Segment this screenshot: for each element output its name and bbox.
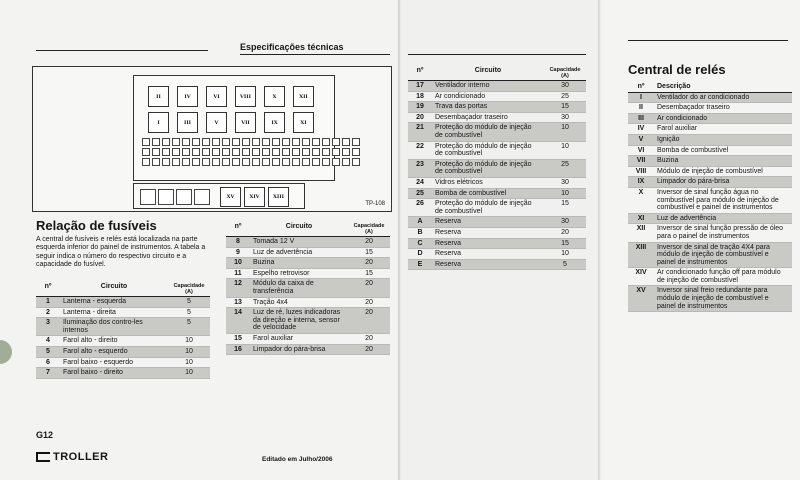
table-row	[408, 159, 586, 177]
relay-slot: III	[177, 112, 198, 133]
fuse-circuit: Vidros elétricos	[432, 177, 544, 188]
fuse-slot	[222, 158, 230, 166]
fuse-slot	[312, 148, 320, 156]
relay-slot: I	[148, 112, 169, 133]
table-row	[408, 227, 586, 238]
fuse-slot	[272, 148, 280, 156]
fuse-circuit: Reserva	[432, 259, 544, 270]
table-row	[226, 308, 390, 334]
fuse-number: 15	[226, 333, 250, 344]
fuse-slot	[332, 148, 340, 156]
page-crease-right	[598, 0, 601, 480]
fuse-capacity: 10	[544, 141, 586, 159]
brand-logo	[36, 451, 108, 463]
relay-number: IV	[628, 124, 654, 135]
relay-table	[628, 82, 792, 312]
fuse-number: 6	[36, 357, 60, 368]
relay-slot: XI	[293, 112, 314, 133]
table-row	[226, 333, 390, 344]
fuse-capacity: 15	[348, 268, 390, 279]
fuse-number: 7	[36, 368, 60, 379]
fuse-slot	[202, 138, 210, 146]
col-circuit: Circuito	[250, 222, 348, 237]
fuse-capacity: 20	[544, 227, 586, 238]
fuse-capacity: 30	[544, 81, 586, 92]
fuse-slot	[282, 148, 290, 156]
fuse-capacity: 20	[348, 344, 390, 355]
table-row	[628, 145, 792, 156]
header-rule-left	[36, 50, 208, 51]
fuse-circuit: Farol baixo - esquerdo	[60, 357, 168, 368]
fuses-title: Relação de fusíveis	[36, 218, 157, 233]
fuse-capacity: 5	[168, 297, 210, 308]
fuse-circuit: Farol auxiliar	[250, 333, 348, 344]
fuse-slot	[162, 138, 170, 146]
fuse-number: 16	[226, 344, 250, 355]
fuse-number: 12	[226, 279, 250, 297]
relay-number: VI	[628, 145, 654, 156]
fuse-number: 23	[408, 159, 432, 177]
relay-slot: XII	[293, 86, 314, 107]
fuse-number: 10	[226, 258, 250, 269]
fuse-slot	[232, 138, 240, 146]
fuse-slot	[212, 148, 220, 156]
fuse-box-body	[133, 75, 335, 181]
table-row	[36, 307, 210, 318]
page-crease	[398, 0, 401, 480]
relay-number: XII	[628, 224, 654, 242]
fuse-slot	[282, 158, 290, 166]
relay-number: VIII	[628, 166, 654, 177]
fuse-capacity: 25	[544, 91, 586, 102]
fuse-slot	[292, 158, 300, 166]
table-row	[408, 238, 586, 249]
fuse-circuit: Reserva	[432, 238, 544, 249]
relay-xv: XV	[220, 187, 241, 207]
relay-description: Inversor de sinal função água no combustível para módulo de injeção de combustível e painel de instrumentos	[654, 187, 792, 213]
fuse-slot	[182, 158, 190, 166]
table-row	[226, 247, 390, 258]
fuse-number: 26	[408, 199, 432, 217]
relay-slot: II	[148, 86, 169, 107]
relay-description: Farol auxiliar	[654, 124, 792, 135]
fuse-slot	[172, 138, 180, 146]
fuse-slot	[302, 138, 310, 146]
fuse-slot	[192, 148, 200, 156]
relay-slot: VI	[206, 86, 227, 107]
fuse-circuit: Proteção do módulo de injeção de combustível	[432, 141, 544, 159]
table-row	[628, 286, 792, 312]
fuse-slot	[162, 158, 170, 166]
relay-description: Ar condicionado função off para módulo de injeção de combustível	[654, 268, 792, 286]
fuse-capacity: 20	[348, 279, 390, 297]
relay-slot: IX	[264, 112, 285, 133]
table-row	[628, 92, 792, 103]
fuse-capacity: 15	[544, 102, 586, 113]
header-rule-right	[628, 40, 788, 41]
fuse-slot	[172, 148, 180, 156]
fuse-capacity: 15	[544, 238, 586, 249]
fuse-number: 13	[226, 297, 250, 308]
fuse-capacity: 20	[348, 297, 390, 308]
fuse-circuit: Proteção do módulo de injeção de combustível	[432, 123, 544, 141]
table-row	[36, 336, 210, 347]
relay-number: IX	[628, 177, 654, 188]
fuse-number: 3	[36, 318, 60, 336]
table-row	[36, 357, 210, 368]
fuse-circuit: Lanterna - direita	[60, 307, 168, 318]
fuse-slot	[162, 148, 170, 156]
fuse-number: 18	[408, 91, 432, 102]
fuse-slot	[252, 138, 260, 146]
col-number: nº	[628, 82, 654, 92]
fuse-capacity: 30	[544, 217, 586, 228]
relay-number: XIV	[628, 268, 654, 286]
table-row	[628, 166, 792, 177]
header-rule-mid	[408, 54, 586, 55]
fuse-slot	[202, 148, 210, 156]
fuse-slot	[232, 158, 240, 166]
fuse-slot	[342, 158, 350, 166]
table-row	[628, 213, 792, 224]
col-capacity: Capacidade (A)	[544, 66, 586, 81]
fuse-capacity: 5	[168, 318, 210, 336]
fuse-number: 22	[408, 141, 432, 159]
fuse-number: 1	[36, 297, 60, 308]
fuse-circuit: Farol baixo - direito	[60, 368, 168, 379]
fuse-slot	[342, 148, 350, 156]
col-description: Descrição	[654, 82, 792, 92]
table-row	[628, 242, 792, 268]
fuse-slot	[152, 138, 160, 146]
col-number: nº	[408, 66, 432, 81]
fuse-table-2	[226, 222, 390, 355]
table-row	[226, 258, 390, 269]
fuse-slot	[142, 138, 150, 146]
fuse-slot	[352, 138, 360, 146]
relay-description: Desembaçador traseiro	[654, 103, 792, 114]
fuse-circuit: Trava das portas	[432, 102, 544, 113]
relay-description: Inversor de sinal função pressão de óleo para o painel de instrumentos	[654, 224, 792, 242]
fuse-circuit: Bomba de combustível	[432, 188, 544, 199]
relay-description: Ar condicionado	[654, 113, 792, 124]
relay-slot: V	[206, 112, 227, 133]
fuse-capacity: 20	[348, 308, 390, 334]
table-row	[226, 237, 390, 248]
relay-number: XV	[628, 286, 654, 312]
table-row	[408, 249, 586, 260]
table-row	[408, 81, 586, 92]
col-capacity: Capacidade (A)	[168, 282, 210, 297]
fuse-capacity: 10	[168, 336, 210, 347]
table-row	[628, 177, 792, 188]
relay-description: Inversor sinal freio redundante para módulo de injeção de combustível e painel de instrumentos	[654, 286, 792, 312]
table-row	[226, 268, 390, 279]
relay-slot: IV	[177, 86, 198, 107]
fuse-number: 20	[408, 112, 432, 123]
fuse-number: 2	[36, 307, 60, 318]
fuse-circuit: Espelho retrovisor	[250, 268, 348, 279]
brand-name: TROLLER	[53, 451, 109, 463]
fuse-slot	[272, 158, 280, 166]
fuse-table-3	[408, 66, 586, 270]
edition-note: Editado em Julho/2006	[262, 456, 333, 463]
relay-description: Inversor de sinal de tração 4X4 para módulo de injeção de combustível e painel de instrumentos	[654, 242, 792, 268]
fuse-slot	[332, 138, 340, 146]
fuse-circuit: Lanterna - esquerda	[60, 297, 168, 308]
spare-slot	[194, 189, 210, 205]
fuse-circuit: Farol alto - esquerdo	[60, 346, 168, 357]
fuse-circuit: Proteção do módulo de injeção de combustível	[432, 159, 544, 177]
relay-description: Ventilador do ar condicionado	[654, 92, 792, 103]
fuse-number: 11	[226, 268, 250, 279]
table-row	[628, 224, 792, 242]
fuse-number: 21	[408, 123, 432, 141]
fuse-slot	[312, 138, 320, 146]
fuse-slot	[242, 158, 250, 166]
fuse-circuit: Reserva	[432, 227, 544, 238]
table-row	[408, 102, 586, 113]
fuse-number: D	[408, 249, 432, 260]
relay-xiii: XIII	[268, 187, 289, 207]
fuse-capacity: 10	[544, 188, 586, 199]
fuse-capacity: 30	[544, 177, 586, 188]
fuse-circuit: Tração 4x4	[250, 297, 348, 308]
fuse-capacity: 5	[168, 307, 210, 318]
fuse-circuit: Limpador do pára-brisa	[250, 344, 348, 355]
fuse-capacity: 25	[544, 159, 586, 177]
fuse-number: 19	[408, 102, 432, 113]
fuse-slot	[182, 138, 190, 146]
table-row	[408, 188, 586, 199]
col-capacity: Capacidade (A)	[348, 222, 390, 237]
spare-slot	[140, 189, 156, 205]
fuse-slot	[172, 158, 180, 166]
table-row	[628, 124, 792, 135]
fuse-circuit: Ar condicionado	[432, 91, 544, 102]
fuse-capacity: 10	[168, 357, 210, 368]
fuse-number: 24	[408, 177, 432, 188]
col-circuit: Circuito	[432, 66, 544, 81]
relay-slot: VIII	[235, 86, 256, 107]
logo-mark-icon	[36, 452, 50, 462]
fuse-slot	[212, 138, 220, 146]
fuse-slot	[292, 138, 300, 146]
fuse-number: 8	[226, 237, 250, 248]
relay-number: II	[628, 103, 654, 114]
fuse-number: A	[408, 217, 432, 228]
fuse-capacity: 5	[544, 259, 586, 270]
fuse-capacity: 15	[544, 199, 586, 217]
fuse-capacity: 20	[348, 258, 390, 269]
fuse-capacity: 30	[544, 112, 586, 123]
fuse-circuit: Ventilador interno	[432, 81, 544, 92]
table-row	[408, 123, 586, 141]
table-row	[36, 318, 210, 336]
fuse-slot	[152, 148, 160, 156]
table-row	[408, 141, 586, 159]
relay-number: XI	[628, 213, 654, 224]
table-row	[628, 187, 792, 213]
table-row	[408, 91, 586, 102]
fuse-slot	[322, 158, 330, 166]
page-number: G12	[36, 430, 54, 440]
fuse-capacity: 10	[168, 346, 210, 357]
relay-number: XIII	[628, 242, 654, 268]
table-row	[226, 279, 390, 297]
fuse-number: B	[408, 227, 432, 238]
fuse-slot	[322, 148, 330, 156]
fuse-circuit: Farol alto - direito	[60, 336, 168, 347]
fuse-slot	[252, 158, 260, 166]
header-rule-under-title	[240, 54, 390, 55]
fuse-slot	[332, 158, 340, 166]
fuse-slot	[262, 138, 270, 146]
relay-slot: X	[264, 86, 285, 107]
relay-xiv: XIV	[244, 187, 265, 207]
fuse-slot	[202, 158, 210, 166]
table-row	[408, 177, 586, 188]
relay-number: VII	[628, 156, 654, 167]
fuse-capacity: 10	[544, 249, 586, 260]
fuse-slot	[192, 158, 200, 166]
header-title: Especificações técnicas	[240, 42, 344, 52]
diagram-tag: TP-108	[365, 201, 385, 207]
fuse-slot	[222, 138, 230, 146]
fuse-circuit: Desembaçador traseiro	[432, 112, 544, 123]
fuse-slot	[252, 148, 260, 156]
table-row	[36, 297, 210, 308]
table-row	[408, 259, 586, 270]
fuse-slot	[302, 148, 310, 156]
table-row	[36, 368, 210, 379]
fuse-circuit: Tomada 12 V	[250, 237, 348, 248]
relay-description: Luz de advertência	[654, 213, 792, 224]
fuse-circuit: Módulo da caixa de transferência	[250, 279, 348, 297]
fuse-slot	[302, 158, 310, 166]
spare-slot	[176, 189, 192, 205]
relay-description: Limpador do pára-brisa	[654, 177, 792, 188]
relay-description: Bomba de combustível	[654, 145, 792, 156]
lower-relay-box	[133, 183, 305, 209]
table-row	[628, 156, 792, 167]
table-row	[628, 268, 792, 286]
col-number: nº	[36, 282, 60, 297]
fuse-capacity: 20	[348, 237, 390, 248]
fuse-slot	[142, 158, 150, 166]
table-row	[408, 199, 586, 217]
fuse-slot	[352, 158, 360, 166]
fuse-number: 25	[408, 188, 432, 199]
relay-description: Módulo de injeção de combustível	[654, 166, 792, 177]
relay-slot: VII	[235, 112, 256, 133]
relay-description: Ignição	[654, 134, 792, 145]
fuse-slot	[192, 138, 200, 146]
fuse-circuit: Reserva	[432, 249, 544, 260]
fuse-slot	[242, 148, 250, 156]
fuse-slot	[212, 158, 220, 166]
fuse-slot	[152, 158, 160, 166]
table-row	[628, 103, 792, 114]
table-row	[408, 217, 586, 228]
col-number: nº	[226, 222, 250, 237]
fuse-number: 9	[226, 247, 250, 258]
fuse-capacity: 10	[544, 123, 586, 141]
col-circuit: Circuito	[60, 282, 168, 297]
fuse-slot	[242, 138, 250, 146]
relay-description: Buzina	[654, 156, 792, 167]
fuse-circuit: Proteção do módulo de injeção de combustível	[432, 199, 544, 217]
relay-number: V	[628, 134, 654, 145]
fuse-capacity: 15	[348, 247, 390, 258]
fuse-box-diagram	[32, 66, 392, 212]
fuse-circuit: Reserva	[432, 217, 544, 228]
fuse-number: E	[408, 259, 432, 270]
fuse-slot	[292, 148, 300, 156]
table-row	[408, 112, 586, 123]
fuse-slot	[272, 138, 280, 146]
fuse-slot	[282, 138, 290, 146]
fuse-slot	[222, 148, 230, 156]
table-row	[628, 113, 792, 124]
fuse-slot	[342, 138, 350, 146]
fuse-number: 4	[36, 336, 60, 347]
relay-number: III	[628, 113, 654, 124]
fuse-circuit: Buzina	[250, 258, 348, 269]
fuse-number: 17	[408, 81, 432, 92]
fuse-slot	[312, 158, 320, 166]
fuse-circuit: Luz de ré, luzes indicadoras da direção e interna, sensor de velocidade	[250, 308, 348, 334]
fuse-table-1	[36, 282, 210, 379]
relays-title: Central de relés	[628, 62, 726, 77]
fuse-slot	[262, 158, 270, 166]
fuse-number: C	[408, 238, 432, 249]
fuse-circuit: Iluminação dos contro-les internos	[60, 318, 168, 336]
table-row	[226, 297, 390, 308]
relay-number: X	[628, 187, 654, 213]
fuse-slot	[352, 148, 360, 156]
fuse-number: 14	[226, 308, 250, 334]
relay-number: I	[628, 92, 654, 103]
fuse-capacity: 20	[348, 333, 390, 344]
table-row	[628, 134, 792, 145]
fuse-number: 5	[36, 346, 60, 357]
table-row	[226, 344, 390, 355]
fuse-capacity: 10	[168, 368, 210, 379]
fuse-slot	[322, 138, 330, 146]
spare-slot	[158, 189, 174, 205]
fuse-slot	[262, 148, 270, 156]
fuse-slot	[182, 148, 190, 156]
table-row	[36, 346, 210, 357]
fuse-slot	[232, 148, 240, 156]
fuse-slot	[142, 148, 150, 156]
fuses-intro: A central de fusíveis e relés está localizada na parte esquerda inferior do painel de instrumentos. A tabela a seguir indica o número do respectivo circuito e a capacidade do fusível.	[36, 236, 206, 269]
fuse-circuit: Luz de advertência	[250, 247, 348, 258]
